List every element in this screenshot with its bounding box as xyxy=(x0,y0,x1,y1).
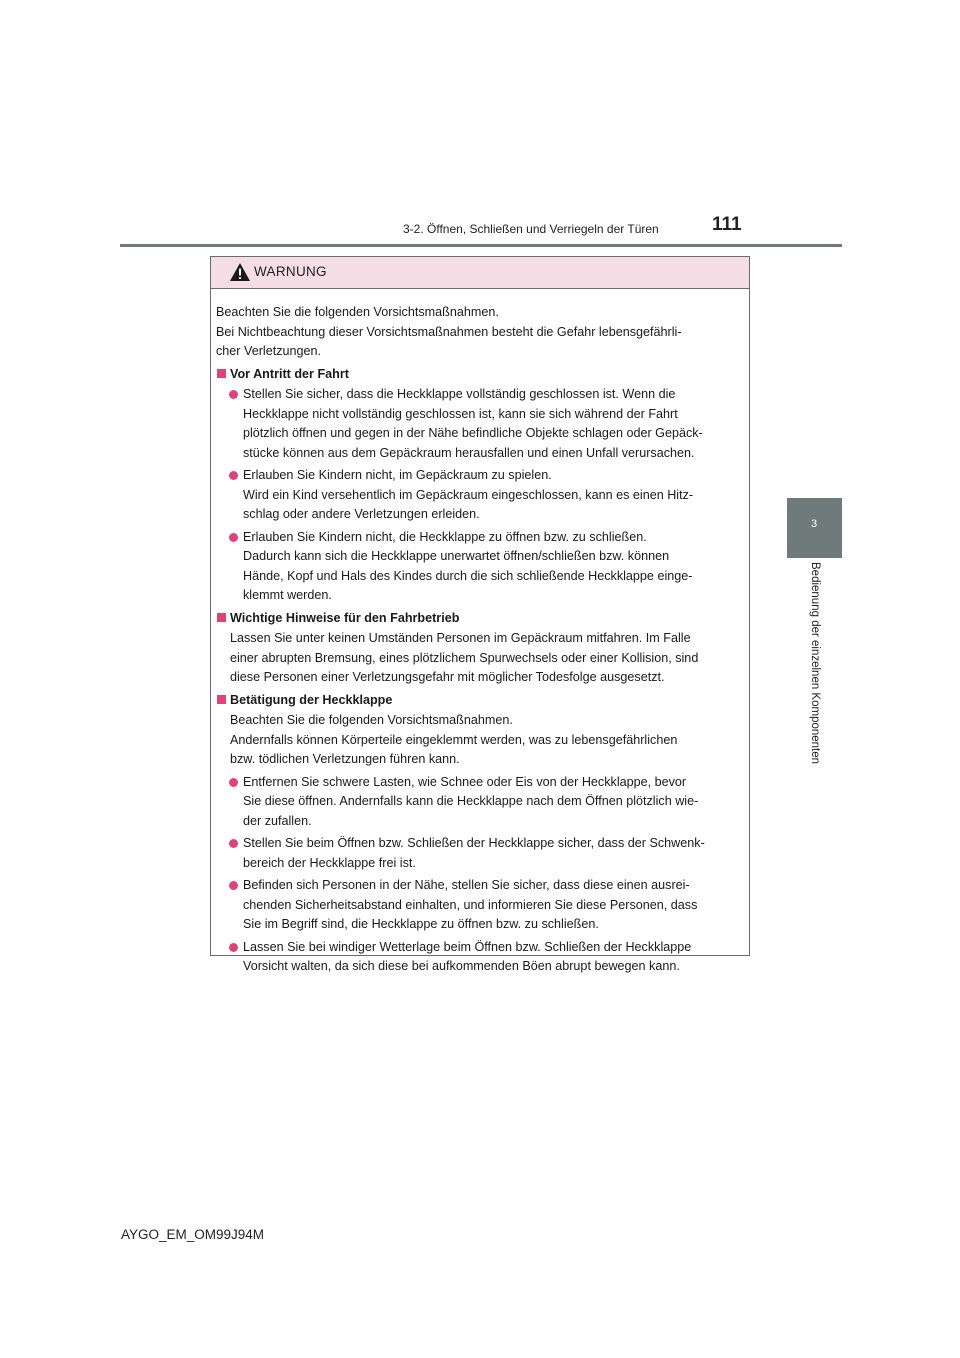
item-line: Sie diese öffnen. Andernfalls kann die Heckklappe nach dem Öffnen plötzlich wie- xyxy=(243,794,699,808)
intro-line: Bei Nichtbeachtung dieser Vorsichtsmaßnahmen besteht die Gefahr lebensgefährli- xyxy=(216,324,682,339)
section-text xyxy=(230,711,741,770)
section-heading xyxy=(216,365,741,385)
intro-line: Beachten Sie die folgenden Vorsichtsmaßnahmen. xyxy=(216,305,499,319)
round-bullet-icon xyxy=(229,471,238,480)
intro-line: cher Verletzungen. xyxy=(216,344,322,358)
section-title: 3-2. Öffnen, Schließen und Verriegeln der Türen xyxy=(403,222,659,236)
list-item xyxy=(216,385,741,463)
document-code: AYGO_EM_OM99J94M xyxy=(121,1227,265,1242)
list-item xyxy=(216,938,741,977)
item-line: Heckklappe nicht vollständig geschlossen ist, kann sie sich während der Fahrt xyxy=(243,406,678,421)
item-line: plötzlich öffnen und gegen in der Nähe befindliche Objekte schlagen oder Gepäck- xyxy=(243,426,703,440)
item-line: Befinden sich Personen in der Nähe, stellen Sie sicher, dass diese einen ausrei- xyxy=(243,878,690,892)
round-bullet-icon xyxy=(229,533,238,542)
list-item xyxy=(216,834,741,873)
section-heading-text: Wichtige Hinweise für den Fahrbetrieb xyxy=(230,610,460,625)
round-bullet-icon xyxy=(229,943,238,952)
round-bullet-icon xyxy=(229,881,238,890)
chapter-number: 3 xyxy=(811,518,818,530)
text-line: Lassen Sie unter keinen Umständen Personen im Gepäckraum mitfahren. Im Falle xyxy=(230,631,691,645)
item-line: Entfernen Sie schwere Lasten, wie Schnee oder Eis von der Heckklappe, bevor xyxy=(243,774,687,789)
round-bullet-icon xyxy=(229,390,238,399)
text-line: einer abrupten Bremsung, eines plötzlichem Spurwechsels oder einer Kollision, sind xyxy=(230,650,699,665)
item-line: Erlauben Sie Kindern nicht, die Heckklappe zu öffnen bzw. zu schließen. xyxy=(243,529,647,544)
item-line: Vorsicht walten, da sich diese bei aufkommenden Böen abrupt bewegen kann. xyxy=(243,959,680,973)
item-line: Stellen Sie beim Öffnen bzw. Schließen der Heckklappe sicher, dass der Schwenk- xyxy=(243,836,705,850)
item-line: Sie im Begriff sind, die Heckklappe zu öffnen bzw. zu schließen. xyxy=(243,917,599,931)
warning-triangle-icon xyxy=(229,262,251,282)
warning-title: WARNUNG xyxy=(254,264,327,279)
item-line: schlag oder andere Verletzungen erleiden. xyxy=(243,507,480,521)
item-line: bereich der Heckklappe frei ist. xyxy=(243,855,416,870)
item-line: chenden Sicherheitsabstand einhalten, und informieren Sie diese Personen, dass xyxy=(243,897,698,912)
square-bullet-icon xyxy=(217,695,226,704)
round-bullet-icon xyxy=(229,778,238,787)
section-heading xyxy=(216,609,741,629)
chapter-title-container xyxy=(787,562,842,802)
item-line: stücke können aus dem Gepäckraum herausfallen und einen Unfall verursachen. xyxy=(243,445,695,460)
header-divider xyxy=(120,244,842,247)
warning-intro xyxy=(216,303,741,362)
item-line: Dadurch kann sich die Heckklappe unerwartet öffnen/schließen bzw. können xyxy=(243,549,670,563)
item-line: der zufallen. xyxy=(243,813,312,828)
round-bullet-icon xyxy=(229,839,238,848)
item-line: Stellen Sie sicher, dass die Heckklappe vollständig geschlossen ist. Wenn die xyxy=(243,387,676,401)
text-line: Andernfalls können Körperteile eingeklemmt werden, was zu lebensgefährlichen xyxy=(230,732,678,747)
section-heading-text: Betätigung der Heckklappe xyxy=(230,692,393,707)
chapter-tab xyxy=(787,498,842,558)
item-line: Erlauben Sie Kindern nicht, im Gepäckraum zu spielen. xyxy=(243,468,552,482)
text-line: diese Personen einer Verletzungsgefahr mit möglicher Todesfolge ausgesetzt. xyxy=(230,670,665,684)
text-line: Beachten Sie die folgenden Vorsichtsmaßnahmen. xyxy=(230,713,513,727)
list-item xyxy=(216,876,741,935)
item-line: Wird ein Kind versehentlich im Gepäckraum eingeschlossen, kann es einen Hitz- xyxy=(243,487,694,502)
warning-box xyxy=(210,256,750,973)
list-item xyxy=(216,466,741,525)
text-line: bzw. tödlichen Verletzungen führen kann. xyxy=(230,752,460,766)
warning-header xyxy=(211,257,749,289)
section-heading-text: Vor Antritt der Fahrt xyxy=(230,366,349,381)
section-heading xyxy=(216,691,741,711)
warning-body xyxy=(211,289,749,977)
item-line: klemmt werden. xyxy=(243,588,332,602)
square-bullet-icon xyxy=(217,613,226,622)
item-line: Hände, Kopf und Hals des Kindes durch die sich schließende Heckklappe einge- xyxy=(243,568,693,583)
page-number: 111 xyxy=(712,214,742,235)
square-bullet-icon xyxy=(217,369,226,378)
list-item xyxy=(216,528,741,606)
item-line: Lassen Sie bei windiger Wetterlage beim Öffnen bzw. Schließen der Heckklappe xyxy=(243,939,692,954)
chapter-title: Bedienung der einzelnen Komponenten xyxy=(809,562,821,765)
list-item xyxy=(216,773,741,832)
section-text xyxy=(230,629,741,688)
